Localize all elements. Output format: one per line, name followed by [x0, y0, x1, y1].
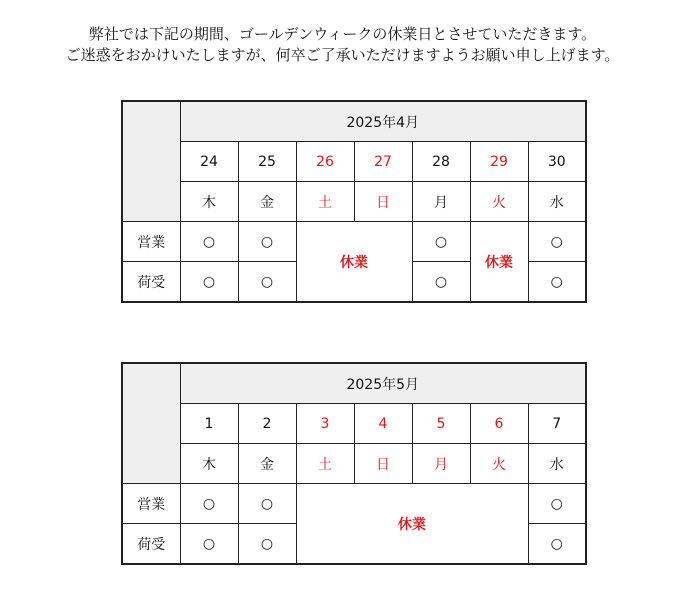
day-cell: 7 — [528, 404, 586, 444]
weekday-cell-holiday: 土 — [296, 182, 354, 222]
business-row-label: 営業 — [122, 222, 180, 262]
business-status-cell: ○ — [180, 222, 238, 262]
holiday-block: 休業 — [470, 222, 528, 303]
shipping-row-label: 荷受 — [122, 524, 180, 565]
weekday-cell: 水 — [528, 182, 586, 222]
business-status-cell: ○ — [180, 484, 238, 524]
shipping-status-cell: ○ — [238, 262, 296, 303]
shipping-status-cell: ○ — [528, 262, 586, 303]
may-calendar-table — [121, 362, 587, 565]
business-status-cell: ○ — [528, 222, 586, 262]
business-status-cell: ○ — [238, 484, 296, 524]
day-cell-holiday: 26 — [296, 142, 354, 182]
business-row-label: 営業 — [122, 484, 180, 524]
weekday-cell: 月 — [412, 182, 470, 222]
business-status-cell: ○ — [238, 222, 296, 262]
shipping-status-cell: ○ — [528, 524, 586, 565]
shipping-status-cell: ○ — [180, 262, 238, 303]
weekday-cell-holiday: 日 — [354, 444, 412, 484]
day-cell: 28 — [412, 142, 470, 182]
weekday-cell-holiday: 土 — [296, 444, 354, 484]
notice-line-2: ご迷惑をおかけいたしますが、何卒ご了承いただけますようお願い申し上げます。 — [65, 46, 620, 64]
corner-cell — [122, 101, 180, 222]
day-cell: 24 — [180, 142, 238, 182]
shipping-row-label: 荷受 — [122, 262, 180, 303]
day-cell: 30 — [528, 142, 586, 182]
day-cell-holiday: 5 — [412, 404, 470, 444]
month-title: 2025年4月 — [180, 101, 586, 142]
weekday-cell-holiday: 月 — [412, 444, 470, 484]
day-cell-holiday: 6 — [470, 404, 528, 444]
weekday-cell: 木 — [180, 444, 238, 484]
holiday-block: 休業 — [296, 484, 528, 565]
day-cell: 25 — [238, 142, 296, 182]
closure-notice — [0, 24, 685, 66]
corner-cell — [122, 363, 180, 484]
weekday-cell: 金 — [238, 444, 296, 484]
day-cell-holiday: 27 — [354, 142, 412, 182]
weekday-cell: 木 — [180, 182, 238, 222]
notice-line-1: 弊社では下記の期間、ゴールデンウィークの休業日とさせていただきます。 — [88, 25, 597, 43]
day-cell: 2 — [238, 404, 296, 444]
day-cell-holiday: 3 — [296, 404, 354, 444]
day-cell-holiday: 4 — [354, 404, 412, 444]
day-cell-holiday: 29 — [470, 142, 528, 182]
business-status-cell: ○ — [412, 222, 470, 262]
weekday-cell-holiday: 火 — [470, 182, 528, 222]
month-title: 2025年5月 — [180, 363, 586, 404]
weekday-cell-holiday: 日 — [354, 182, 412, 222]
shipping-status-cell: ○ — [238, 524, 296, 565]
holiday-block: 休業 — [296, 222, 412, 303]
business-status-cell: ○ — [528, 484, 586, 524]
shipping-status-cell: ○ — [412, 262, 470, 303]
weekday-cell-holiday: 火 — [470, 444, 528, 484]
weekday-cell: 水 — [528, 444, 586, 484]
shipping-status-cell: ○ — [180, 524, 238, 565]
april-calendar-table — [121, 100, 587, 303]
day-cell: 1 — [180, 404, 238, 444]
weekday-cell: 金 — [238, 182, 296, 222]
